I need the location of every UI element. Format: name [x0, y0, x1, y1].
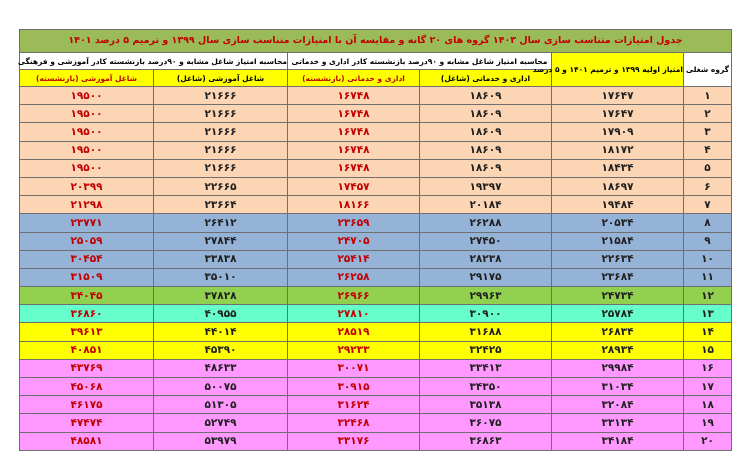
- score-table: [19, 29, 732, 451]
- base-score-cell: ۱۸۶۹۷: [552, 177, 684, 195]
- edu-employed-cell: ۵۲۷۴۹: [154, 414, 288, 432]
- table-row: [20, 378, 732, 396]
- edu-employed-cell: ۲۱۶۶۶: [154, 159, 288, 177]
- group-cell: ۷: [684, 196, 732, 214]
- table-row: [20, 214, 732, 232]
- group-cell: ۲۰: [684, 432, 732, 450]
- edu-employed-cell: ۵۱۳۰۵: [154, 396, 288, 414]
- admin-employed-cell: ۲۹۱۷۵: [420, 268, 552, 286]
- base-score-cell: ۳۴۱۸۴: [552, 432, 684, 450]
- edu-employed-cell: ۲۱۶۶۶: [154, 141, 288, 159]
- group-cell: ۱: [684, 87, 732, 105]
- table-row: [20, 359, 732, 377]
- admin-retired-cell: ۱۶۷۴۸: [288, 105, 420, 123]
- header-admin-retired: اداری و خدماتی (بازنشسته): [288, 70, 420, 87]
- edu-employed-cell: ۲۳۶۶۴: [154, 196, 288, 214]
- admin-retired-cell: ۲۶۹۶۶: [288, 287, 420, 305]
- edu-retired-cell: ۲۳۷۷۱: [20, 214, 154, 232]
- group-cell: ۱۷: [684, 378, 732, 396]
- table-row: [20, 341, 732, 359]
- table-title: جدول امتیازات متناسب سازی سال ۱۴۰۳ گروه های ۲۰ گانه و مقایسه آن با امتیازات متناسب سازی سال ۱۳۹۹ و ترمیم ۵ درصد ۱۴۰۱: [20, 30, 732, 53]
- edu-retired-cell: ۴۰۸۵۱: [20, 341, 154, 359]
- admin-employed-cell: ۲۸۲۳۸: [420, 250, 552, 268]
- group-cell: ۴: [684, 141, 732, 159]
- admin-employed-cell: ۲۰۱۸۴: [420, 196, 552, 214]
- edu-retired-cell: ۳۶۸۶۰: [20, 305, 154, 323]
- base-score-cell: ۱۷۶۴۷: [552, 87, 684, 105]
- group-cell: ۱۳: [684, 305, 732, 323]
- admin-retired-cell: ۱۶۷۴۸: [288, 87, 420, 105]
- edu-retired-cell: ۳۹۶۱۳: [20, 323, 154, 341]
- group-cell: ۶: [684, 177, 732, 195]
- edu-retired-cell: ۳۴۰۴۵: [20, 287, 154, 305]
- base-score-cell: ۲۱۵۸۴: [552, 232, 684, 250]
- edu-employed-cell: ۲۱۶۶۶: [154, 87, 288, 105]
- admin-retired-cell: ۲۸۵۱۹: [288, 323, 420, 341]
- admin-retired-cell: ۱۶۷۴۸: [288, 159, 420, 177]
- header-group: گروه شغلی: [684, 53, 732, 87]
- admin-employed-cell: ۲۶۲۸۸: [420, 214, 552, 232]
- edu-retired-cell: ۳۱۵۰۹: [20, 268, 154, 286]
- table-row: [20, 159, 732, 177]
- edu-retired-cell: ۱۹۵۰۰: [20, 141, 154, 159]
- header-row-1: [20, 53, 732, 70]
- edu-employed-cell: ۲۷۸۴۴: [154, 232, 288, 250]
- group-cell: ۱۶: [684, 359, 732, 377]
- table-row: [20, 87, 732, 105]
- edu-employed-cell: ۴۵۳۹۰: [154, 341, 288, 359]
- table-row: [20, 432, 732, 450]
- group-cell: ۵: [684, 159, 732, 177]
- group-cell: ۸: [684, 214, 732, 232]
- admin-employed-cell: ۱۸۶۰۹: [420, 123, 552, 141]
- base-score-cell: ۲۹۹۸۴: [552, 359, 684, 377]
- admin-retired-cell: ۱۶۷۴۸: [288, 141, 420, 159]
- header-admin-title: محاسبه امتیاز شاغل مشابه و ۹۰درصد بازنشسته کادر اداری و خدماتی: [288, 53, 552, 70]
- admin-employed-cell: ۳۶۸۶۳: [420, 432, 552, 450]
- edu-retired-cell: ۲۵۰۵۹: [20, 232, 154, 250]
- base-score-cell: ۲۸۹۳۴: [552, 341, 684, 359]
- edu-employed-cell: ۳۵۰۱۰: [154, 268, 288, 286]
- table-row: [20, 287, 732, 305]
- title-row: [20, 30, 732, 53]
- admin-employed-cell: ۲۷۴۵۰: [420, 232, 552, 250]
- admin-employed-cell: ۳۲۴۲۵: [420, 341, 552, 359]
- admin-retired-cell: ۲۳۶۵۹: [288, 214, 420, 232]
- base-score-cell: ۳۱۰۳۴: [552, 378, 684, 396]
- group-cell: ۳: [684, 123, 732, 141]
- base-score-cell: ۱۸۴۳۴: [552, 159, 684, 177]
- header-edu-retired: شاغل آموزشی (بازنشسته): [20, 70, 154, 87]
- edu-retired-cell: ۱۹۵۰۰: [20, 123, 154, 141]
- table-row: [20, 232, 732, 250]
- table-row: [20, 123, 732, 141]
- admin-employed-cell: ۱۸۶۰۹: [420, 87, 552, 105]
- edu-employed-cell: ۳۷۸۲۸: [154, 287, 288, 305]
- base-score-cell: ۳۲۰۸۴: [552, 396, 684, 414]
- group-cell: ۱۰: [684, 250, 732, 268]
- edu-employed-cell: ۴۰۹۵۵: [154, 305, 288, 323]
- admin-retired-cell: ۳۲۴۶۸: [288, 414, 420, 432]
- admin-retired-cell: ۳۰۰۷۱: [288, 359, 420, 377]
- base-score-cell: ۲۶۸۳۴: [552, 323, 684, 341]
- table-row: [20, 177, 732, 195]
- admin-retired-cell: ۲۵۴۱۴: [288, 250, 420, 268]
- edu-employed-cell: ۲۶۴۱۲: [154, 214, 288, 232]
- admin-retired-cell: ۱۸۱۶۶: [288, 196, 420, 214]
- edu-retired-cell: ۴۵۰۶۸: [20, 378, 154, 396]
- group-cell: ۱۸: [684, 396, 732, 414]
- edu-employed-cell: ۲۲۶۶۵: [154, 177, 288, 195]
- admin-employed-cell: ۳۶۰۷۵: [420, 414, 552, 432]
- table-row: [20, 141, 732, 159]
- table-row: [20, 250, 732, 268]
- group-cell: ۱۲: [684, 287, 732, 305]
- edu-employed-cell: ۲۱۶۶۶: [154, 123, 288, 141]
- header-base-score: امتیاز اولیه ۱۳۹۹ و ترمیم ۱۴۰۱ و ۵ درصد: [552, 53, 684, 87]
- table-row: [20, 268, 732, 286]
- group-cell: ۱۴: [684, 323, 732, 341]
- base-score-cell: ۱۹۴۸۴: [552, 196, 684, 214]
- base-score-cell: ۲۴۷۳۴: [552, 287, 684, 305]
- admin-retired-cell: ۳۱۶۲۴: [288, 396, 420, 414]
- admin-employed-cell: ۳۰۹۰۰: [420, 305, 552, 323]
- header-edu-employed: شاغل آموزشی (شاغل): [154, 70, 288, 87]
- admin-retired-cell: ۲۴۷۰۵: [288, 232, 420, 250]
- base-score-cell: ۲۲۶۳۴: [552, 250, 684, 268]
- edu-retired-cell: ۴۶۱۷۵: [20, 396, 154, 414]
- edu-retired-cell: ۳۰۴۵۴: [20, 250, 154, 268]
- base-score-cell: ۱۷۶۴۷: [552, 105, 684, 123]
- admin-employed-cell: ۱۸۶۰۹: [420, 141, 552, 159]
- admin-retired-cell: ۲۹۲۳۳: [288, 341, 420, 359]
- edu-retired-cell: ۱۹۵۰۰: [20, 87, 154, 105]
- base-score-cell: ۲۳۶۸۴: [552, 268, 684, 286]
- admin-retired-cell: ۲۶۲۵۸: [288, 268, 420, 286]
- admin-employed-cell: ۲۹۹۶۳: [420, 287, 552, 305]
- group-cell: ۱۹: [684, 414, 732, 432]
- admin-retired-cell: ۳۳۱۷۶: [288, 432, 420, 450]
- score-table-sheet: [17, 29, 732, 451]
- base-score-cell: ۳۳۱۳۴: [552, 414, 684, 432]
- table-row: [20, 196, 732, 214]
- edu-retired-cell: ۴۳۷۶۹: [20, 359, 154, 377]
- edu-retired-cell: ۴۷۴۷۴: [20, 414, 154, 432]
- group-cell: ۱۵: [684, 341, 732, 359]
- admin-employed-cell: ۱۹۳۹۷: [420, 177, 552, 195]
- admin-employed-cell: ۳۵۱۳۸: [420, 396, 552, 414]
- edu-employed-cell: ۴۴۰۱۴: [154, 323, 288, 341]
- edu-retired-cell: ۱۹۵۰۰: [20, 159, 154, 177]
- header-edu-title: محاسبه امتیاز شاغل مشابه و ۹۰درصد بازنشسته کادر آموزشی و فرهنگی: [20, 53, 288, 70]
- admin-retired-cell: ۲۷۸۱۰: [288, 305, 420, 323]
- table-row: [20, 396, 732, 414]
- edu-retired-cell: ۱۹۵۰۰: [20, 105, 154, 123]
- edu-retired-cell: ۲۱۲۹۸: [20, 196, 154, 214]
- table-row: [20, 305, 732, 323]
- table-row: [20, 414, 732, 432]
- admin-retired-cell: ۱۶۷۴۸: [288, 123, 420, 141]
- admin-employed-cell: ۳۱۶۸۸: [420, 323, 552, 341]
- admin-retired-cell: ۱۷۴۵۷: [288, 177, 420, 195]
- admin-retired-cell: ۳۰۹۱۵: [288, 378, 420, 396]
- admin-employed-cell: ۱۸۶۰۹: [420, 159, 552, 177]
- base-score-cell: ۲۰۵۳۴: [552, 214, 684, 232]
- group-cell: ۲: [684, 105, 732, 123]
- admin-employed-cell: ۳۴۳۵۰: [420, 378, 552, 396]
- group-cell: ۱۱: [684, 268, 732, 286]
- edu-employed-cell: ۵۳۹۷۹: [154, 432, 288, 450]
- admin-employed-cell: ۱۸۶۰۹: [420, 105, 552, 123]
- base-score-cell: ۱۸۱۷۲: [552, 141, 684, 159]
- edu-employed-cell: ۲۱۶۶۶: [154, 105, 288, 123]
- base-score-cell: ۱۷۹۰۹: [552, 123, 684, 141]
- edu-employed-cell: ۵۰۰۷۵: [154, 378, 288, 396]
- table-row: [20, 323, 732, 341]
- table-row: [20, 105, 732, 123]
- edu-employed-cell: ۳۳۸۳۸: [154, 250, 288, 268]
- edu-retired-cell: ۴۸۵۸۱: [20, 432, 154, 450]
- edu-retired-cell: ۲۰۳۹۹: [20, 177, 154, 195]
- admin-employed-cell: ۳۳۴۱۳: [420, 359, 552, 377]
- base-score-cell: ۲۵۷۸۴: [552, 305, 684, 323]
- group-cell: ۹: [684, 232, 732, 250]
- edu-employed-cell: ۴۸۶۳۳: [154, 359, 288, 377]
- header-admin-employed: اداری و خدماتی (شاغل): [420, 70, 552, 87]
